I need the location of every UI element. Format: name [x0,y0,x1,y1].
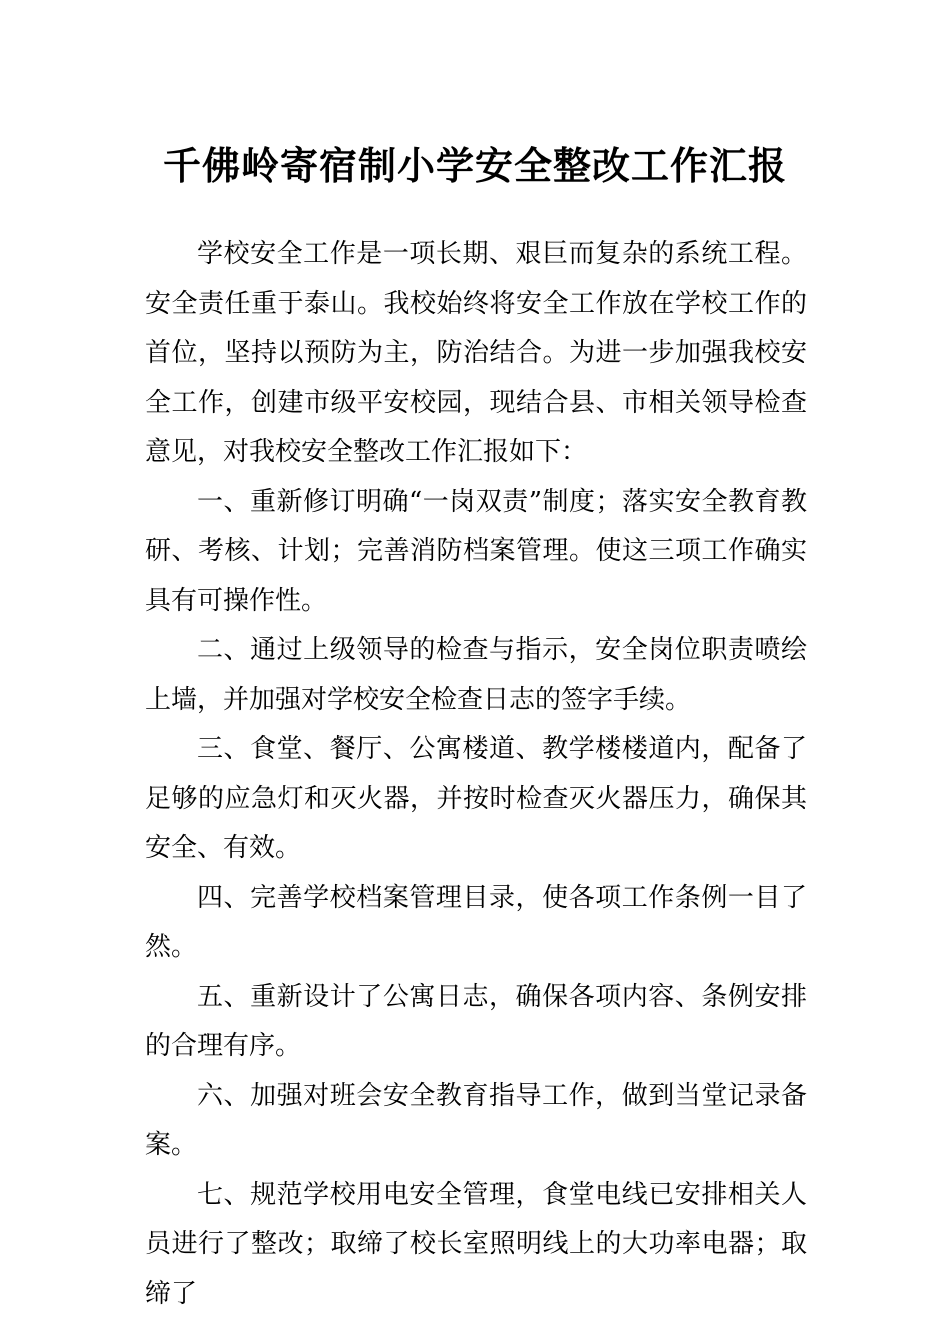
paragraph-item-4: 四、完善学校档案管理目录，使各项工作条例一目了然。 [145,882,807,962]
paragraph-item-7: 七、规范学校用电安全管理，食堂电线已安排相关人员进行了整改；取缔了校长室照明线上的大功率电器；取缔了 [145,1179,807,1309]
paragraph-item-2: 二、通过上级领导的检查与指示，安全岗位职责喷绘上墙，并加强对学校安全检查日志的签字手续。 [145,635,807,715]
document-body [145,230,807,1319]
paragraph-item-1: 一、重新修订明确“一岗双责”制度；落实安全教育教研、考核、计划；完善消防档案管理。使这三项工作确实具有可操作性。 [145,486,807,616]
paragraph-intro: 学校安全工作是一项长期、艰巨而复杂的系统工程。安全责任重于泰山。我校始终将安全工作放在学校工作的首位，坚持以预防为主，防治结合。为进一步加强我校安全工作，创建市级平安校园，现结合县、市相关领导检查意见，对我校安全整改工作汇报如下： [145,239,807,467]
document-title: 千佛岭寄宿制小学安全整改工作汇报 [162,144,787,188]
paragraph-item-3: 三、食堂、餐厅、公寓楼道、教学楼楼道内，配备了足够的应急灯和灭火器，并按时检查灭火器压力，确保其安全、有效。 [145,734,807,863]
paragraph-item-6: 六、加强对班会安全教育指导工作，做到当堂记录备案。 [145,1080,807,1160]
paragraph-item-5: 五、重新设计了公寓日志，确保各项内容、条例安排的合理有序。 [145,981,807,1061]
